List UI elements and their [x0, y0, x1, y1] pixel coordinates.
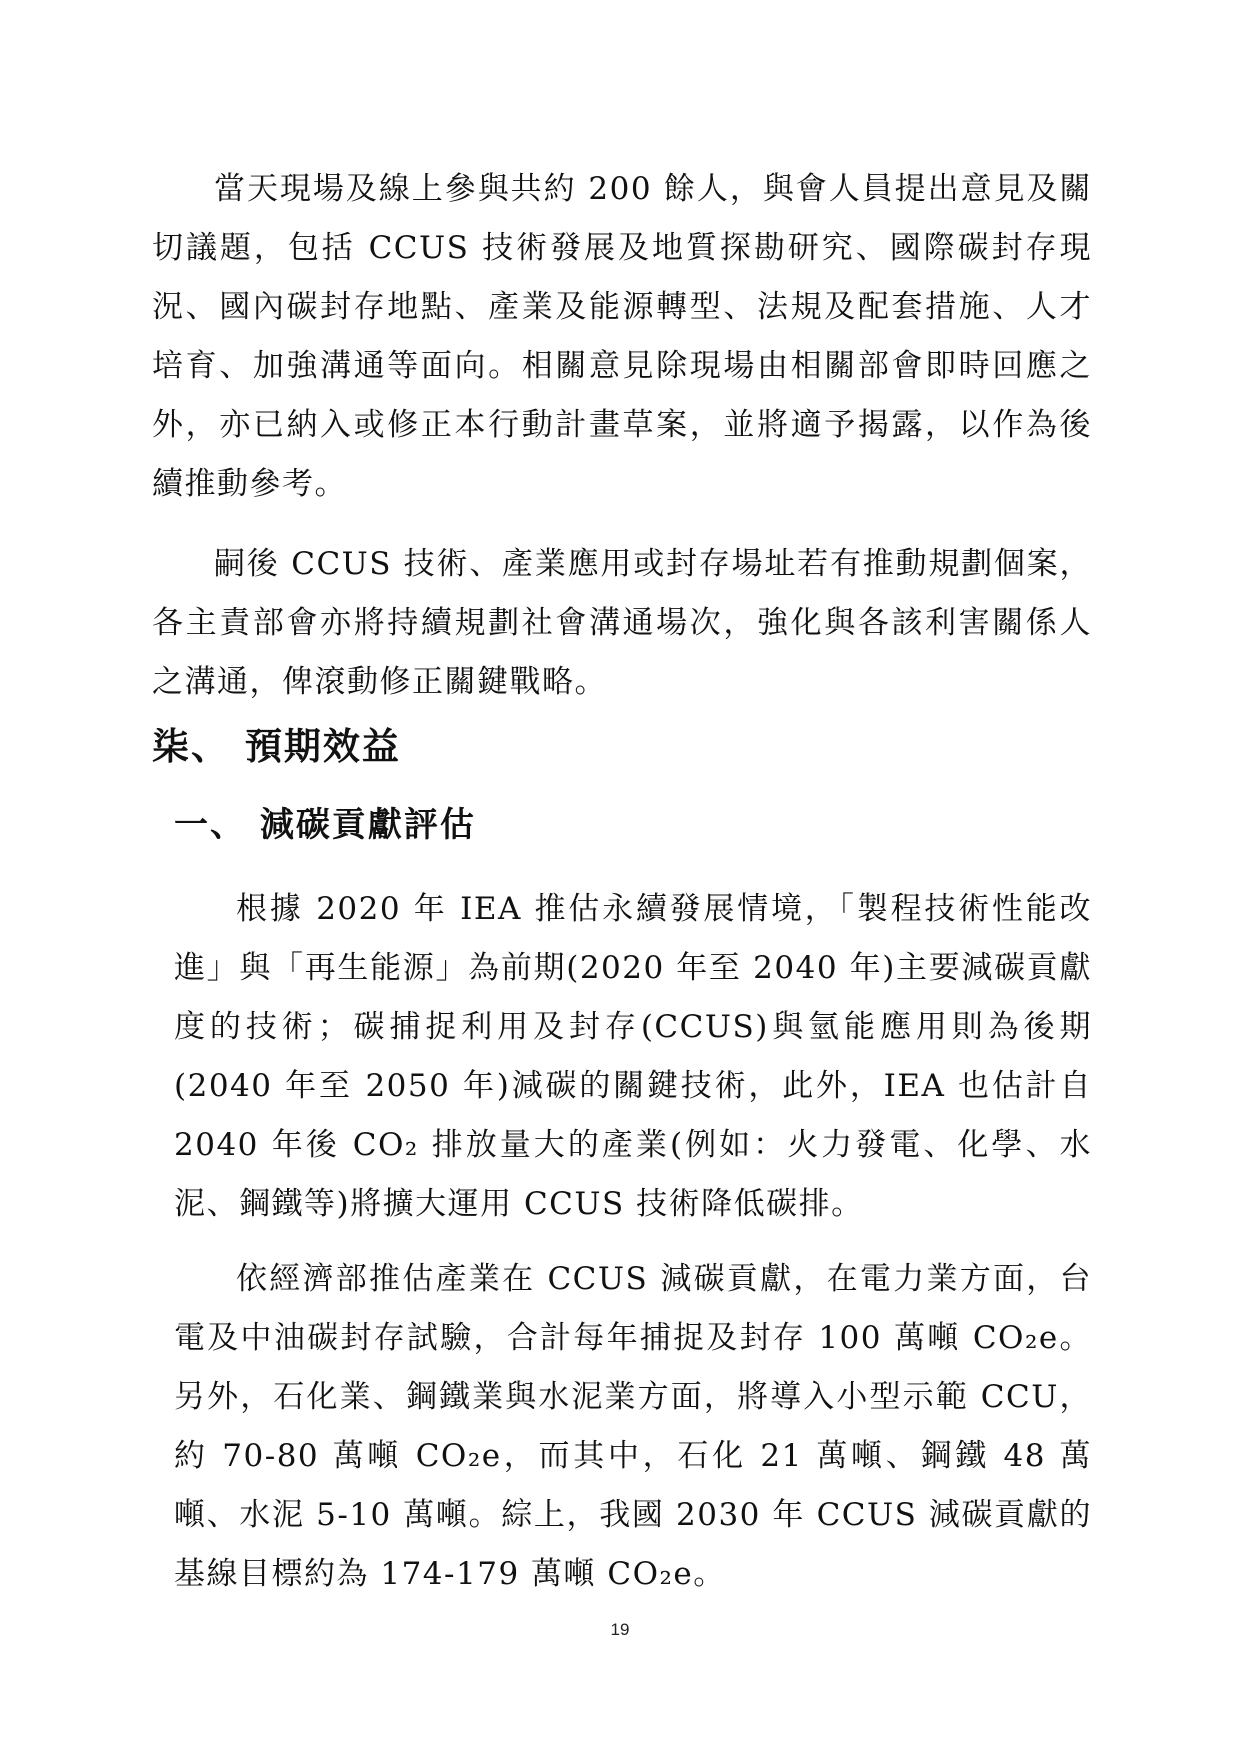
page-number: 19	[610, 1620, 630, 1639]
subsection-heading: 一、 減碳貢獻評估	[174, 805, 476, 845]
body-paragraph: 當天現場及線上參與共約 200 餘人，與會人員提出意見及關切議題，包括 CCUS 技術發展及地質探勘研究、國際碳封存現況、國內碳封存地點、產業及能源轉型、法規及配套措施、人才培育、加強溝通等面向。相關意見除現場由相關部會即時回應之外，亦已納入或修正本行動計畫草案，並將適予揭露，以作為後續推動參考。	[152, 171, 1092, 502]
section-heading: 柒、 預期效益	[152, 725, 401, 768]
body-paragraph: 根據 2020 年 IEA 推估永續發展情境，「製程技術性能改進」與「再生能源」為前期(2020 年至 2040 年)主要減碳貢獻度的技術；碳捕捉利用及封存(CCUS)與氫能應用則為後期(2040 年至 2050 年)減碳的關鍵技術，此外，IEA 也估計自 2040 年後 CO₂ 排放量大的產業(例如：火力發電、化學、水泥、鋼鐵等)將擴大運用 CCUS 技術降低碳排。	[174, 891, 1092, 1222]
body-paragraph: 依經濟部推估產業在 CCUS 減碳貢獻，在電力業方面，台電及中油碳封存試驗，合計每年捕捉及封存 100 萬噸 CO₂e。另外，石化業、鋼鐵業與水泥業方面，將導入小型示範 CCU，約 70-80 萬噸 CO₂e，而其中，石化 21 萬噸、鋼鐵 48 萬噸、水泥 5-10 萬噸。綜上，我國 2030 年 CCUS 減碳貢獻的基線目標約為 174-179 萬噸 CO₂e。	[174, 1261, 1092, 1592]
body-paragraph: 嗣後 CCUS 技術、產業應用或封存場址若有推動規劃個案，各主責部會亦將持續規劃社會溝通場次，強化與各該利害關係人之溝通，俾滾動修正關鍵戰略。	[152, 546, 1092, 700]
